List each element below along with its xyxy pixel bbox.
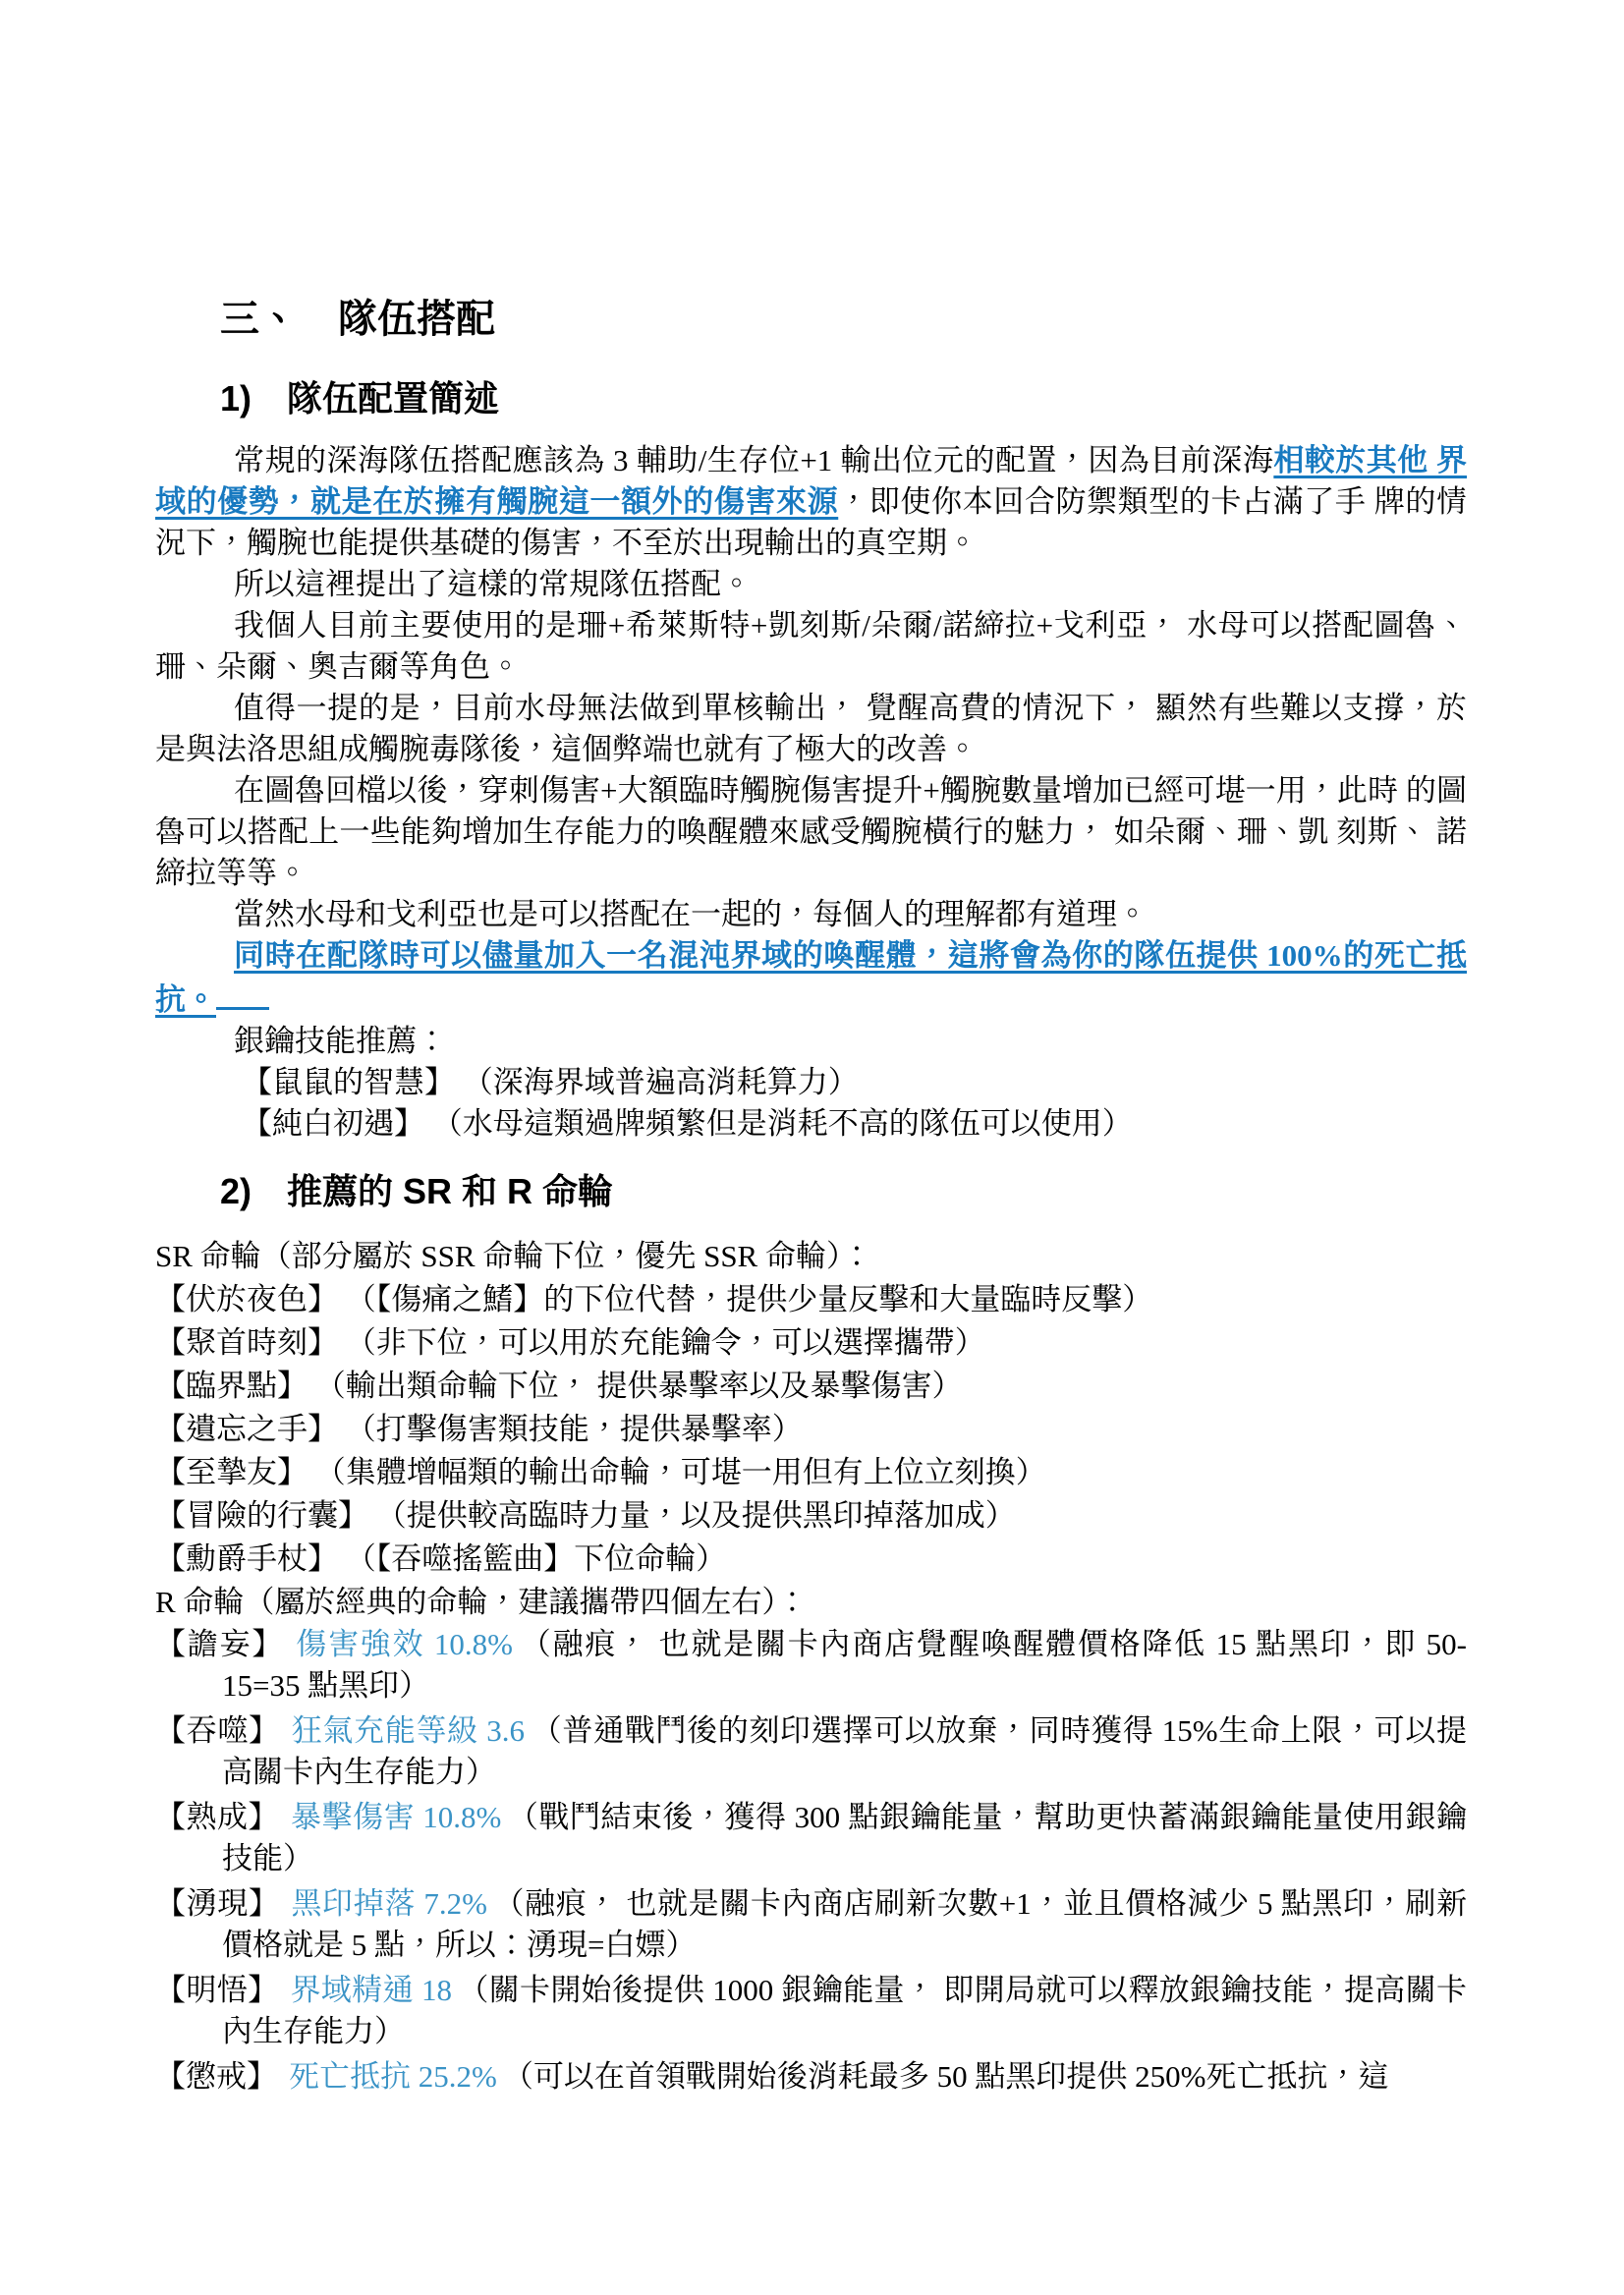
paragraph-team-setup	[155, 440, 1467, 564]
r-wheel-item	[155, 1624, 1467, 1707]
wheel-note: （提供較高臨時力量，以及提供黑印掉落加成）	[375, 1498, 1016, 1533]
wheel-note: （普通戰鬥後的刻印選擇可以放棄，同時獲得 15%生命上限，可以提高關卡內生存能力）	[222, 1713, 1468, 1789]
inline-link-realm-advantage[interactable]: 相較於其他 界域的優勢，就是在於擁有觸腕這一額外的傷害來源	[155, 443, 1468, 519]
wheel-note: （【傷痛之鰭】的下位代替，提供少量反擊和大量臨時反擊）	[345, 1282, 1153, 1316]
wheel-note: （融痕， 也就是關卡內商店覺醒喚醒體價格降低 15 點黑印，即 50-15=35 點黑印）	[222, 1627, 1467, 1703]
skill-note: （水母這類過牌頻繁但是消耗不高的隊伍可以使用）	[431, 1106, 1133, 1141]
wheel-name: 【勳爵手杖】	[155, 1541, 338, 1576]
wheel-note: （非下位，可以用於充能鑰令，可以選擇攜帶）	[345, 1325, 985, 1360]
wheel-note: （融痕， 也就是關卡內商店刷新次數+1，並且價格減少 5 點黑印，刷新價格就是 5 點，所以：湧現=白嫖）	[222, 1886, 1468, 1962]
wheel-name: 【熟成】	[155, 1800, 280, 1834]
subsection-heading-recommended-wheels: 2) 推薦的 SR 和 R 命輪	[220, 1171, 614, 1211]
section-heading-team-composition: 三、 隊伍搭配	[220, 298, 495, 341]
wheel-note: （戰鬥結束後，獲得 300 點銀鑰能量，幫助更快蓄滿銀鑰能量使用銀鑰技能）	[222, 1800, 1468, 1875]
wheel-name: 【吞噬】	[155, 1713, 280, 1748]
r-wheel-item	[155, 1797, 1467, 1879]
wheel-name: 【冒險的行囊】	[155, 1498, 368, 1533]
paragraph-jellyfish-goliath: 當然水母和戈利亞也是可以搭配在一起的，每個人的理解都有道理。	[234, 897, 1148, 931]
sr-wheel-item	[155, 1538, 1467, 1581]
wheel-stat: 傷害強效 10.8%	[296, 1627, 513, 1661]
paragraph-jellyfish-note: 值得一提的是，目前水母無法做到單核輸出， 覺醒高費的情況下， 顯然有些難以支撐，於是與法洛思組成觸腕毒隊後，這個弊端也就有了極大的改善。	[155, 691, 1467, 766]
r-wheel-item	[155, 1883, 1467, 1966]
sr-wheel-item	[155, 1365, 1467, 1408]
wheel-name: 【聚首時刻】	[155, 1325, 338, 1360]
paragraph-text: ，即使你本回合防禦類型的卡占滿了手 牌的情況下，觸腕也能提供基礎的傷害，不至於出現輸出的真空期。	[155, 484, 1468, 560]
wheel-name: 【臨界點】	[155, 1369, 308, 1403]
sr-wheel-item	[155, 1408, 1467, 1451]
wheel-name: 【譫妄】	[155, 1627, 285, 1661]
r-wheel-item	[155, 1710, 1467, 1793]
sr-wheel-item	[155, 1451, 1467, 1494]
r-wheel-item	[155, 2056, 1467, 2098]
paragraph-tulu-update: 在圖魯回檔以後，穿刺傷害+大額臨時觸腕傷害提升+觸腕數量增加已經可堪一用，此時 的圖魯可以搭配上一些能夠增加生存能力的喚醒體來感受觸腕橫行的魅力， 如朵爾、珊、凱 刻斯、 諾締拉等等。	[155, 773, 1467, 890]
silver-key-skill-item	[155, 1062, 1467, 1103]
underline-tail-decoration	[216, 977, 269, 1010]
wheel-stat: 黑印掉落 7.2%	[291, 1886, 487, 1921]
wheel-stat: 狂氣充能等級 3.6	[291, 1713, 526, 1748]
paragraph-chaos-realm-tip	[155, 935, 1467, 1021]
wheel-name: 【伏於夜色】	[155, 1282, 338, 1316]
skill-name: 【鼠鼠的智慧】	[242, 1065, 455, 1099]
wheel-note: （打擊傷害類技能，提供暴擊率）	[345, 1412, 803, 1446]
wheel-name: 【明悟】	[155, 1973, 279, 2007]
wheel-name: 【遺忘之手】	[155, 1412, 338, 1446]
wheel-stat: 死亡抵抗 25.2%	[289, 2059, 497, 2094]
wheel-note: （集體增幅類的輸出命輪，可堪一用但有上位立刻換）	[314, 1455, 1046, 1489]
wheel-name: 【湧現】	[155, 1886, 280, 1921]
silver-key-skill-item	[155, 1103, 1467, 1145]
skill-note: （深海界域普遍高消耗算力）	[462, 1065, 859, 1099]
paragraph-standard-lineup: 所以這裡提出了這樣的常規隊伍搭配。	[234, 567, 752, 601]
r-wheels-intro: R 命輪（屬於經典的命輪，建議攜帶四個左右）：	[155, 1585, 808, 1619]
sr-wheels-intro: SR 命輪（部分屬於 SSR 命輪下位，優先 SSR 命輪）：	[155, 1239, 872, 1273]
wheel-name: 【至摯友】	[155, 1455, 308, 1489]
wheel-stat: 暴擊傷害 10.8%	[291, 1800, 502, 1834]
sr-wheel-item	[155, 1278, 1467, 1321]
wheel-stat: 界域精通 18	[290, 1973, 452, 2007]
wheel-note: （【吞噬搖籃曲】下位命輪）	[345, 1541, 727, 1576]
paragraph-silver-key-intro: 銀鑰技能推薦：	[234, 1024, 447, 1058]
skill-name: 【純白初遇】	[242, 1106, 424, 1141]
paragraph-personal-lineup: 我個人目前主要使用的是珊+希萊斯特+凱刻斯/朵爾/諾締拉+戈利亞， 水母可以搭配圖魯、珊、朵爾、奧吉爾等角色。	[155, 608, 1467, 684]
wheel-note: （關卡開始後提供 1000 銀鑰能量， 即開局就可以釋放銀鑰技能，提高關卡內生存能力）	[222, 1973, 1468, 2048]
sr-wheel-item	[155, 1321, 1467, 1365]
wheel-note: （可以在首領戰開始後消耗最多 50 點黑印提供 250%死亡抵抗，這	[502, 2059, 1389, 2094]
paragraph-text: 常規的深海隊伍搭配應該為 3 輔助/生存位+1 輸出位元的配置，因為目前深海	[234, 443, 1274, 477]
wheel-note: （輸出類命輪下位， 提供暴擊率以及暴擊傷害）	[314, 1369, 963, 1403]
wheel-name: 【懲戒】	[155, 2059, 277, 2094]
sr-wheel-item	[155, 1494, 1467, 1538]
subsection-heading-team-setup-overview: 1) 隊伍配置簡述	[220, 378, 500, 419]
inline-link-chaos-death-resist[interactable]: 同時在配隊時可以儘量加入一名混沌界域的喚醒體，這將會為你的隊伍提供 100%的死亡抵抗。	[155, 938, 1467, 1017]
r-wheel-item	[155, 1970, 1467, 2052]
